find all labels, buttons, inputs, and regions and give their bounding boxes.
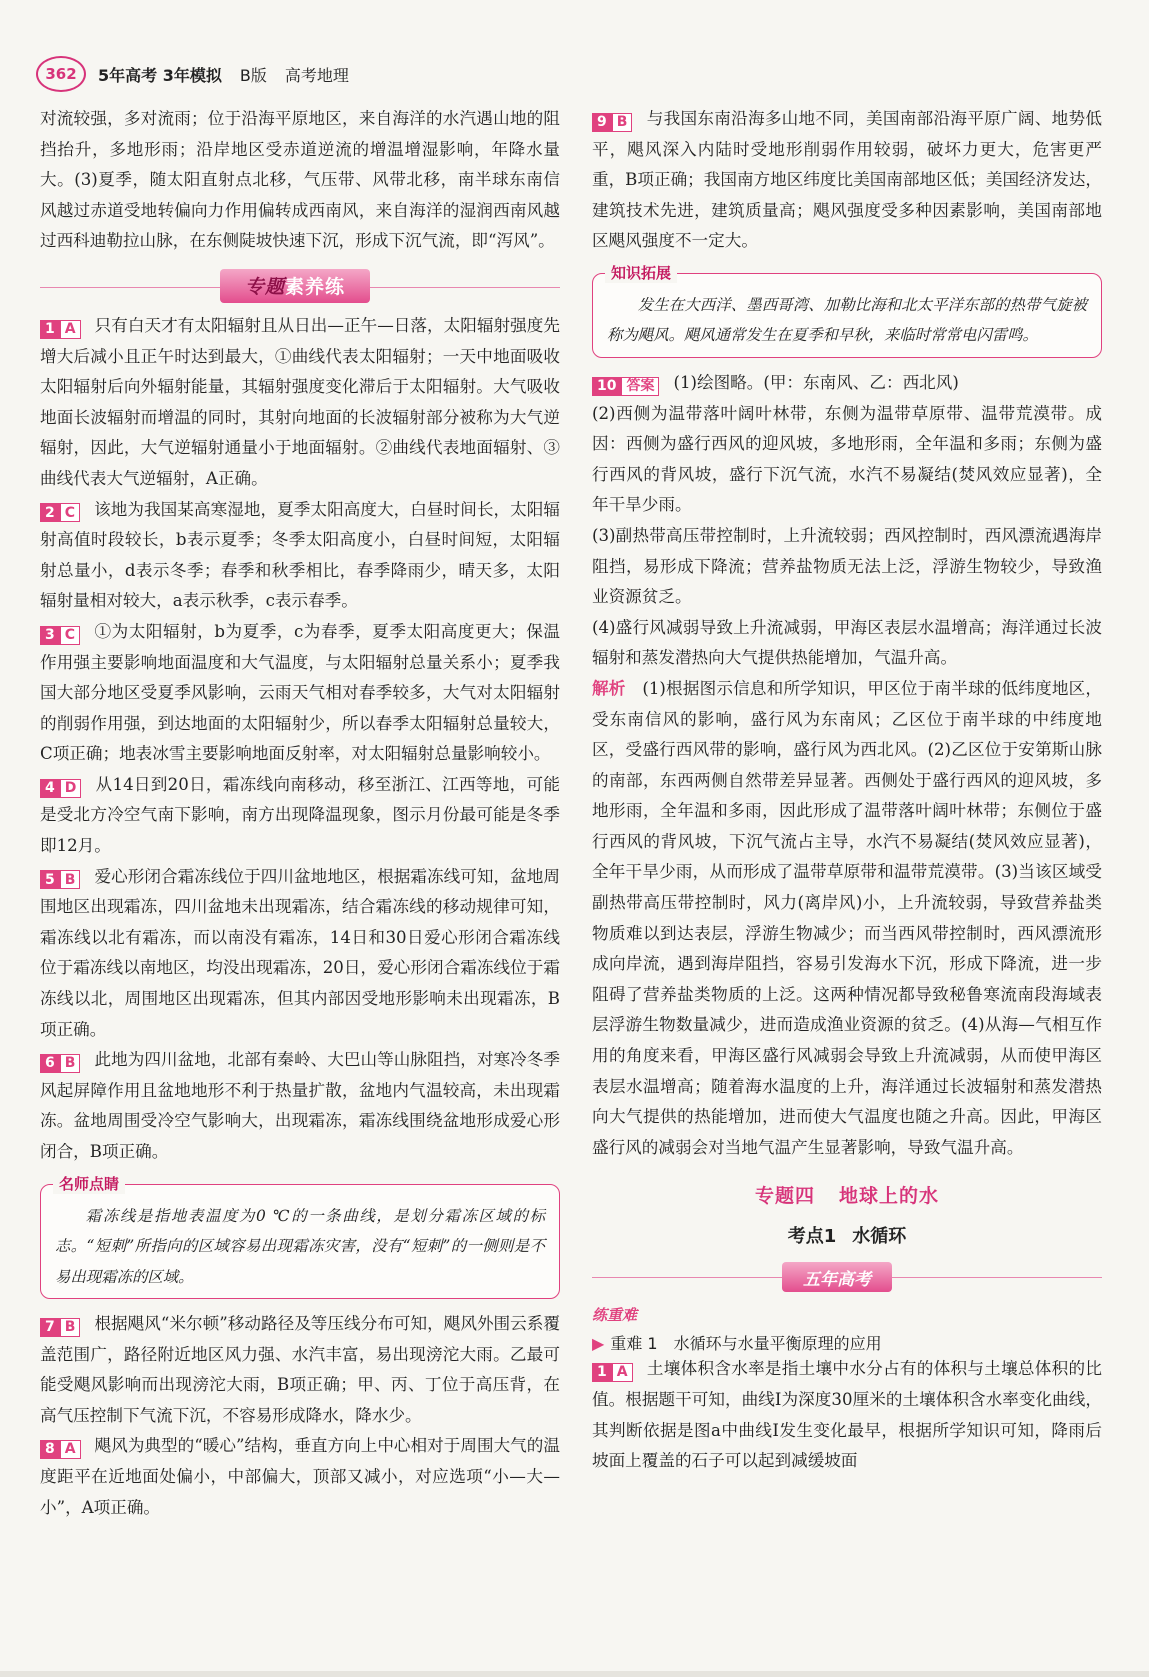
subsection-text: 重难 1 水循环与水量平衡原理的应用 [610, 1334, 882, 1354]
question-number: 8 [40, 1440, 60, 1459]
question-number: 1 [40, 320, 60, 339]
left-column [40, 104, 560, 1523]
tip-label: 名师点睛 [53, 1173, 125, 1194]
section-title-a: 专题 [244, 276, 285, 299]
answer-text: 爱心形闭合霜冻线位于四川盆地地区，根据霜冻线可知，盆地周围地区出现霜冻，四川盆地未出现霜冻，结合霜冻线的移动规律可知，霜冻线以北有霜冻，而以南没有霜冻，14日和30日爱心形闭合霜冻线位于霜冻线以南地区，均没出现霜冻，20日，爱心形闭合霜冻线位于霜冻线以北，周围地区出现霜冻，但其内部因受地形影响未出现霜冻，B项正确。 [40, 866, 560, 1039]
answer-text: 此地为四川盆地，北部有秦岭、大巴山等山脉阻挡，对寒冷冬季风起屏障作用且盆地地形不利于热量扩散，盆地内气温较高，未出现霜冻。盆地周围受冷空气影响大，出现霜冻，霜冻线围绕盆地形成爱心形闭合，B项正确。 [40, 1050, 560, 1161]
answer-q4 [40, 770, 560, 862]
answer-letter: A [60, 1440, 81, 1459]
answer-tag [592, 113, 632, 132]
question-number: 3 [40, 626, 60, 645]
topic-number: 专题四 [754, 1185, 815, 1208]
five-years-title: 五年高考 [782, 1262, 892, 1292]
tip-text: 霜冻线是指地表温度为0 ℃的一条曲线，是划分霜冻区域的标志。“短刺”所指向的区域容易出现霜冻灾害，没有“短刺”的一侧则是不易出现霜冻的区域。 [55, 1206, 545, 1286]
tip-box [40, 1174, 560, 1300]
point-title [592, 1222, 1102, 1248]
section-title [220, 269, 370, 303]
answer-letter: C [60, 626, 80, 645]
answer-letter: B [612, 113, 633, 132]
answer-tag [40, 1318, 80, 1337]
answer-tag [40, 870, 80, 889]
answer-label: 答案 [621, 377, 659, 396]
subsection-title [592, 1331, 1102, 1354]
answer-tag [592, 377, 659, 396]
answer-letter: B [60, 1318, 81, 1337]
answer-q10-part1 [592, 368, 1102, 399]
question-number: 4 [40, 779, 60, 798]
question-number: 2 [40, 503, 60, 522]
triangle-icon: ▶ [592, 1334, 605, 1354]
answer-text: ①为太阳辐射，b为夏季，c为春季，夏季太阳高度更大；保温作用强主要影响地面温度和大气温度，与太阳辐射总量关系小；夏季我国大部分地区受夏季风影响，云雨天气相对春季较多，大气对太阳辐射的削弱作用强，到达地面的太阳辐射少，所以春季太阳辐射总量较大，C项正确；地表冰雪主要影响地面反射率，对太阳辐射总量影响较小。 [40, 621, 560, 764]
answer-letter: A [60, 320, 81, 339]
topic-heading [592, 1181, 1102, 1248]
section-title-b: 素养练 [285, 276, 346, 299]
question-number: 5 [40, 870, 60, 889]
answer-text: 只有白天才有太阳辐射且从日出—正午—日落，太阳辐射强度先增大后减小且正午时达到最大，①曲线代表太阳辐射；一天中地面吸收太阳辐射后向外辐射能量，其辐射强度变化滞后于太阳辐射。大气吸收地面长波辐射而增温的同时，其射向地面的长波辐射部分被称为大气逆辐射，因此，大气逆辐射通量小于地面辐射。②曲线代表地面辐射、③曲线代表大气逆辐射，A正确。 [40, 315, 560, 488]
answer-letter: B [60, 870, 81, 889]
edition: B版 [239, 65, 267, 85]
answer-tag [592, 1363, 633, 1382]
question-number: 7 [40, 1318, 60, 1337]
question-number: 6 [40, 1054, 60, 1073]
answer-q8 [40, 1431, 560, 1523]
analysis-label: 解析 [592, 678, 626, 698]
answer-text: 该地为我国某高寒湿地，夏季太阳高度大，白昼时间长，太阳辐射高值时段较长，b表示夏季；冬季太阳高度小，白昼时间短，太阳辐射总量小，d表示冬季；春季和秋季相比，春季降雨少，晴天多，太阳辐射量相对较大，a表示秋季，c表示春季。 [40, 499, 560, 611]
question-number: 9 [592, 113, 612, 132]
subject: 高考地理 [284, 65, 349, 85]
answer-q7 [40, 1309, 560, 1431]
intro-paragraph: 对流较强，多对流雨；位于沿海平原地区，来自海洋的水汽遇山地的阻挡抬升，多地形雨；沿岸地区受赤道逆流的增温增湿影响，年降水量大。(3)夏季，随太阳直射点北移，气压带、风带北移，南半球东南信风越过赤道受地转偏向力作用偏转成西南风，来自海洋的湿润西南风越过西科迪勒拉山脉，在东侧陡坡快速下沉，形成下沉气流，即“泻风”。 [40, 109, 560, 251]
topic-title [592, 1181, 1102, 1208]
question-number: 1 [592, 1363, 612, 1382]
answer-q10-part2: (2)西侧为温带落叶阔叶林带，东侧为温带草原带、温带荒漠带。成因：西侧为盛行西风的迎风坡，多地形雨，全年温和多雨；东侧为盛行西风的背风坡，盛行下沉气流，水汽不易凝结(焚风效应显著)，全年干旱少雨。 [592, 403, 1102, 515]
answer-tag [40, 320, 81, 339]
answer-text: 根据飓风“米尔顿”移动路径及等压线分布可知，飓风外围云系覆盖范围广，路径附近地区风力强、水汽丰富，易出现滂沱大雨。乙最可能受飓风影响而出现滂沱大雨，B项正确；甲、丙、丁位于高压背，在高气压控制下气流下沉，不容易形成降水，降水少。 [40, 1314, 560, 1425]
answer-q5 [40, 862, 560, 1046]
answer-q6 [40, 1045, 560, 1167]
extension-text: 发生在大西洋、墨西哥湾、加勒比海和北太平洋东部的热带气旋被称为飓风。飓风通常发生在夏季和早秋，来临时常常电闪雷鸣。 [607, 295, 1087, 345]
five-years-banner [592, 1260, 1102, 1294]
practice-label: 练重难 [592, 1306, 638, 1325]
answer-text: (1)绘图略。(甲：东南风、乙：西北风) [673, 372, 959, 392]
answer-text: 从14日到20日，霜冻线向南移动，移至浙江、江西等地，可能是受北方冷空气南下影响，南方出现降温现象，图示月份最可能是冬季即12月。 [40, 774, 560, 856]
answer-q2 [40, 495, 560, 617]
answer-q1 [40, 311, 560, 495]
answer-q10-part4: (4)盛行风减弱导致上升流减弱，甲海区表层水温增高；海洋通过长波辐射和蒸发潜热向大气提供热能增加，气温升高。 [592, 617, 1102, 668]
page-number: 362 [36, 56, 86, 92]
answer-tag [40, 1054, 80, 1073]
answer-tag [40, 503, 80, 522]
answer-text: 土壤体积含水率是指土壤中水分占有的体积与土壤总体积的比值。根据题干可知，曲线Ⅰ为深度30厘米的土壤体积含水率变化曲线，其判断依据是图a中曲线Ⅰ发生变化最早，根据所学知识可知，降雨后坡面上覆盖的石子可以起到减缓坡面 [592, 1359, 1102, 1471]
answer-tag [40, 779, 81, 798]
answer-text: 与我国东南沿海多山地不同，美国南部沿海平原广阔、地势低平，飓风深入内陆时受地形削弱作用较弱，破坏力更大，危害更严重，B项正确；我国南方地区纬度比美国南部地区低；美国经济发达，建筑技术先进，建筑质量高；飓风强度受多种因素影响，美国南部地区飓风强度不一定大。 [592, 109, 1103, 251]
answer-tag [40, 626, 80, 645]
analysis-q10 [592, 674, 1102, 1164]
answer-letter: C [60, 503, 80, 522]
section-banner [40, 265, 560, 305]
answer-water-q1 [592, 1354, 1102, 1476]
answer-letter: A [612, 1363, 633, 1382]
page-header [36, 56, 349, 92]
analysis-text: (1)根据图示信息和所学知识，甲区位于南半球的低纬度地区，受东南信风的影响，盛行风为东南风；乙区位于南半球的中纬度地区，受盛行西风带的影响，盛行风为西北风。(2)乙区位于安第斯山脉的南部，东西两侧自然带差异显著。西侧处于盛行西风的迎风坡，多地形雨，全年温和多雨，因此形成了温带落叶阔叶林带；东侧位于盛行西风的背风坡，下沉气流占主导，水汽不易凝结(焚风效应显著)，全年干旱少雨，从而形成了温带草原带和温带荒漠带。(3)当该区域受副热带高压带控制时，风力(离岸风)小，上升流较弱，导致营养盐类物质难以到达表层，浮游生物减少；而当西风带控制时，西风漂流形成向岸流，遇到海岸阻挡，容易引发海水下沉，形成下降流，进一步阻碍了营养盐类物质的上泛。这两种情况都导致秘鲁寒流南段海域表层浮游生物数量减少，进而造成渔业资源的贫乏。(4)从海—气相互作用的角度来看，甲海区盛行风减弱会导致上升流减弱，从而使甲海区表层水温增高；随着海水温度的上升，海洋通过长波辐射和蒸发潜热向大气提供的热能增加，进而使大气温度也随之升高。因此，甲海区盛行风的减弱会对当地气温产生显著影响，导致气温升高。 [592, 678, 1103, 1157]
right-column [592, 104, 1102, 1477]
answer-q3 [40, 617, 560, 770]
answer-letter: B [60, 1054, 81, 1073]
point-number: 考点1 [787, 1226, 837, 1248]
answer-tag [40, 1440, 81, 1459]
topic-name: 地球上的水 [839, 1185, 940, 1208]
bottom-band [0, 1671, 1149, 1677]
answer-letter: D [60, 779, 82, 798]
extension-label: 知识拓展 [605, 262, 677, 283]
extension-box [592, 263, 1102, 358]
question-number: 10 [592, 377, 621, 396]
point-name: 水循环 [852, 1226, 907, 1248]
answer-q9 [592, 104, 1102, 257]
book-title: 5年高考 3年模拟 [98, 65, 222, 85]
answer-text: 飓风为典型的“暖心”结构，垂直方向上中心相对于周围大气的温度距平在近地面处偏小，中部偏大，顶部又减小，对应选项“小—大—小”，A项正确。 [40, 1436, 560, 1517]
answer-q10-part3: (3)副热带高压带控制时，上升流较弱；西风控制时，西风漂流遇海岸阻挡，易形成下降流；营养盐物质无法上泛，浮游生物较少，导致渔业资源贫乏。 [592, 525, 1102, 607]
